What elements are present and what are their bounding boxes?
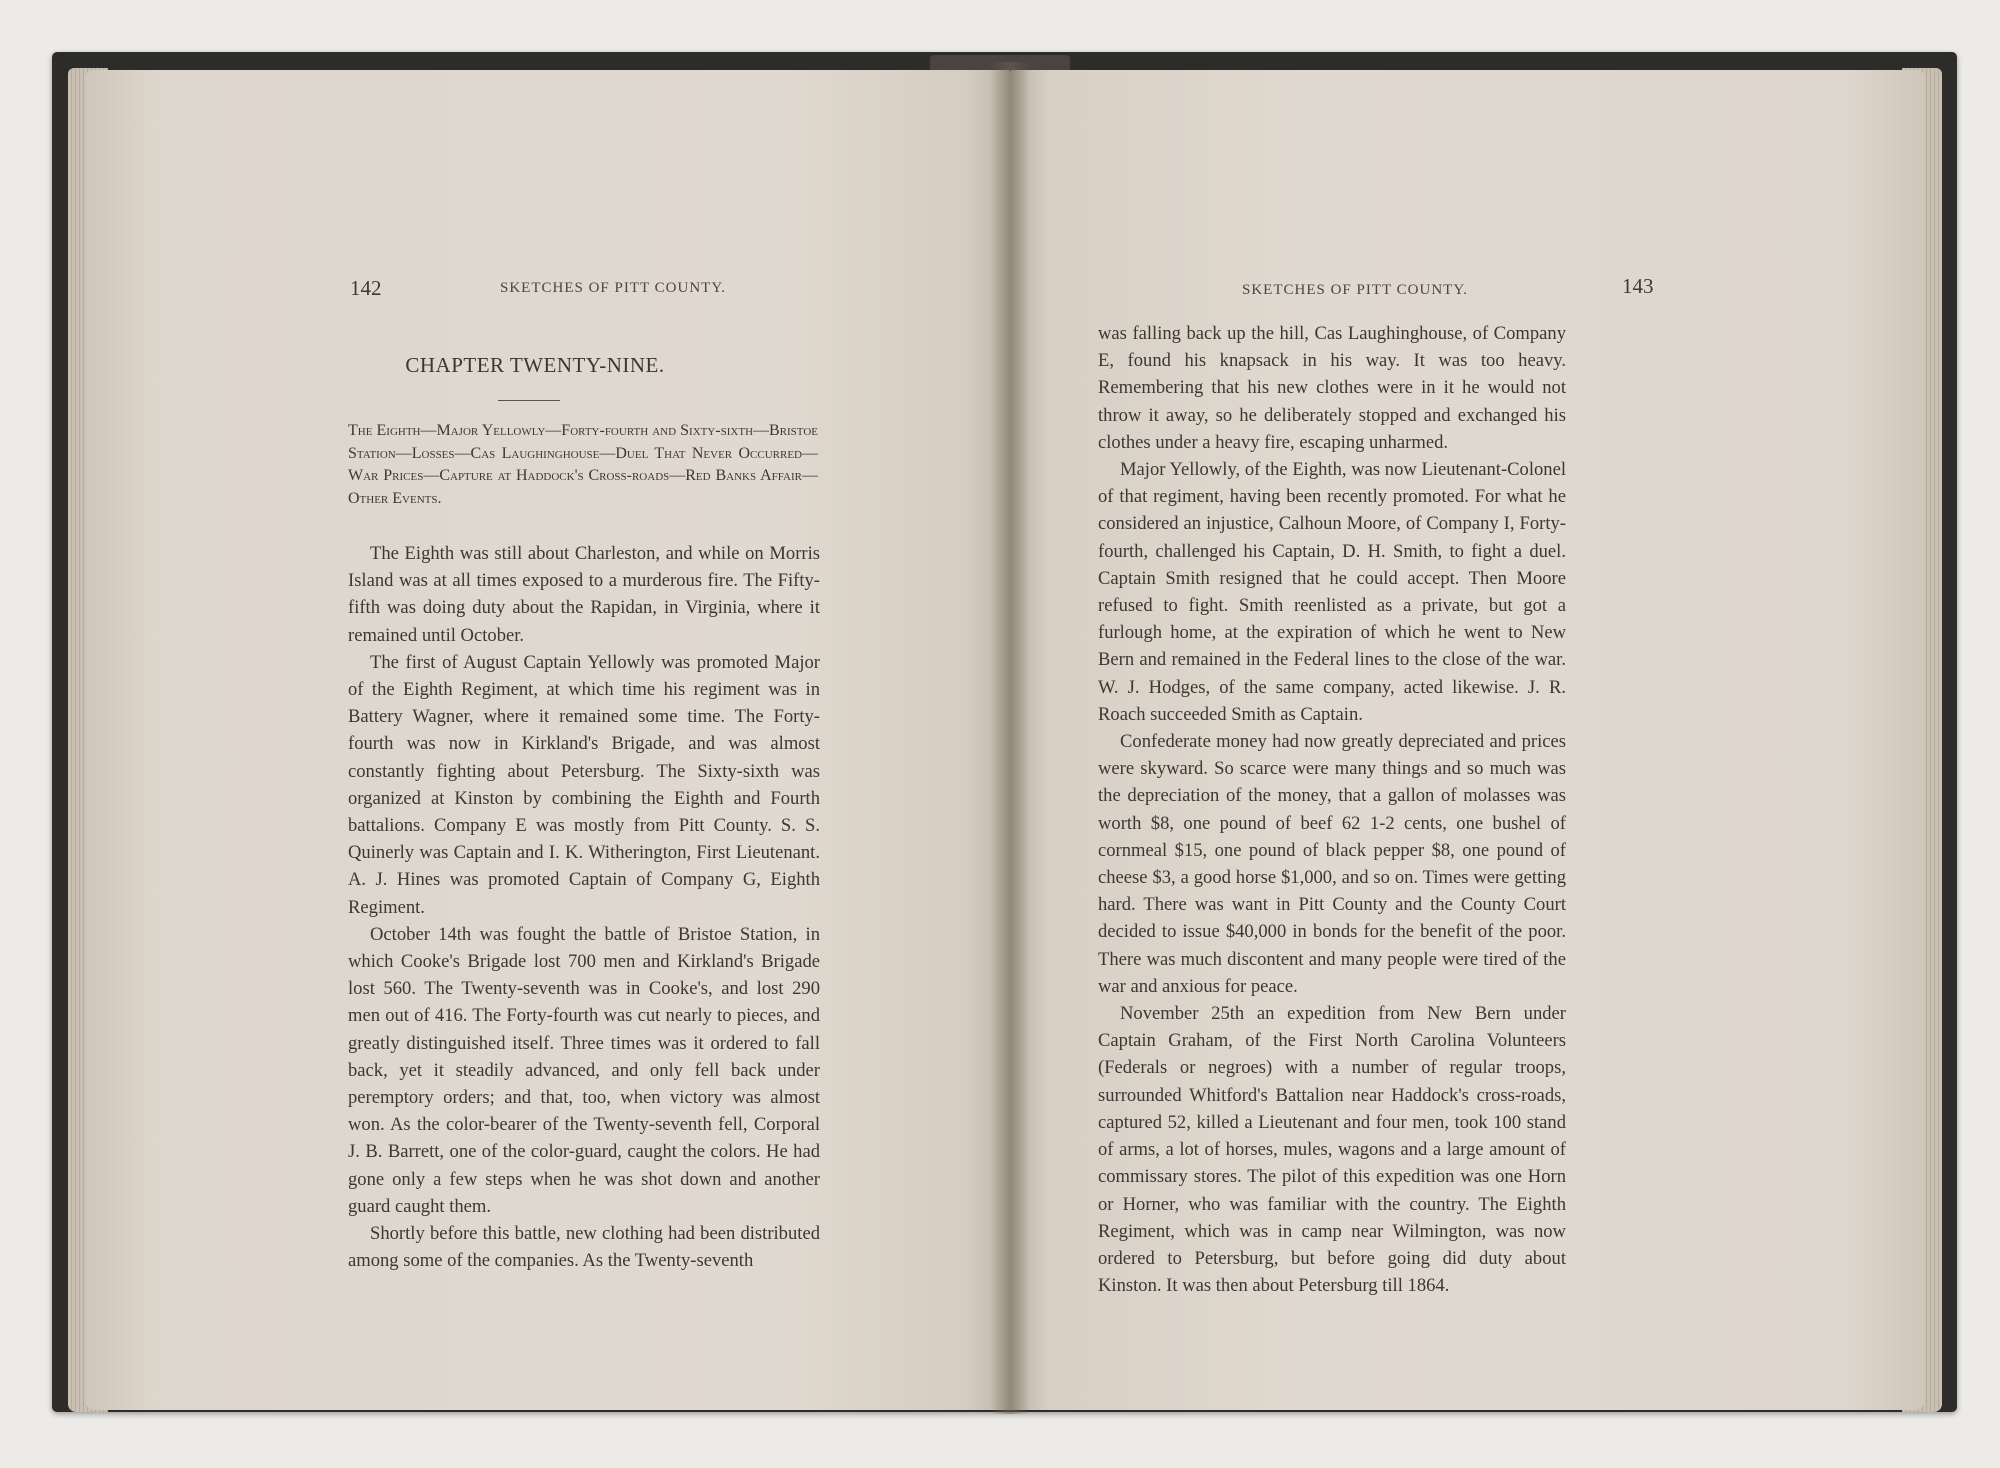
- paragraph: The first of August Captain Yellowly was promoted Major of the Eighth Regiment, at which time his regiment was in Battery Wagner, where it remained some time. The Forty-fourth was now in Kirkland's Brigade, and was almost constantly fighting about Petersburg. The Sixty-sixth was organized at Kinston by combining the Eighth and Fourth battalions. Company E was mostly from Pitt County. S. S. Quinerly was Captain and I. K. Witherington, First Lieutenant. A. J. Hines was promoted Captain of Company G, Eighth Regiment.: [348, 651, 820, 918]
- paragraph: Confederate money had now greatly depreciated and prices were skyward. So scarce were many things and so much was the depreciation of the money, that a gallon of molasses was worth $8, one pound of beef 62 1-2 cents, one bushel of cornmeal $15, one pound of black pepper $8, one pound of cheese $3, a good horse $1,000, and so on. Times were getting hard. There was want in Pitt County and the County Court decided to issue $40,000 in bonds for the benefit of the poor. There was much discontent and many people were tired of the war and anxious for peace.: [1098, 731, 1566, 997]
- running-head-right: SKETCHES OF PITT COUNTY.: [1242, 282, 1468, 298]
- paragraph: November 25th an expedition from New Bern under Captain Graham, of the First North Carolina Volunteers (Federals or negroes) with a number of regular troops, surrounded Whitford's Battalion near Haddock's cross-roads, captured 52, killed a Lieutenant and four men, took 100 stand of arms, a lot of horses, mules, wagons and a large amount of commissary stores. The pilot of this expedition was one Horn or Horner, who was familiar with the country. The Eighth Regiment, which was in camp near Wilmington, was now ordered to Petersburg, but before going did duty about Kinston. It was then about Petersburg till 1864.: [1098, 1003, 1566, 1297]
- paragraph: The Eighth was still about Charleston, and while on Morris Island was at all times exposed to a murderous fire. The Fifty-fifth was doing duty about the Rapidan, in Virginia, where it remained until October.: [348, 543, 820, 646]
- paragraph: was falling back up the hill, Cas Laughinghouse, of Company E, found his knapsack in his way. It was too heavy. Remembering that his new clothes were in it he would not throw it away, so he deliberately stopped and exchanged his clothes under a heavy fire, escaping unharmed.: [1098, 323, 1566, 453]
- gutter-shadow: [990, 62, 1030, 1414]
- paragraph: Shortly before this battle, new clothing had been distributed among some of the companies. As the Twenty-seventh: [348, 1223, 820, 1272]
- title-rule: [498, 400, 560, 401]
- page-number-left: 142: [350, 276, 382, 300]
- paragraph: October 14th was fought the battle of Bristoe Station, in which Cooke's Brigade lost 700 men and Kirkland's Brigade lost 560. The Twenty-seventh was in Cooke's, and lost 290 men out of 416. The Forty-fourth was cut nearly to pieces, and greatly distinguished itself. Three times was it ordered to fall back, yet it steadily advanced, and only fell back under peremptory orders; and that, too, when victory was almost won. As the color-bearer of the Twenty-seventh fell, Corporal J. B. Barrett, one of the color-guard, caught the colors. He had gone only a few steps when he was shot down and another guard caught them.: [348, 923, 820, 1217]
- left-page: [85, 70, 1010, 1410]
- left-page-body: [348, 540, 820, 1274]
- right-page: [1010, 70, 1925, 1410]
- chapter-title: CHAPTER TWENTY-NINE.: [405, 353, 665, 377]
- page-number-right: 143: [1622, 274, 1654, 298]
- chapter-summary: The Eighth—Major Yellowly—Forty-fourth and Sixty-sixth—Bristoe Station—Losses—Cas Laughinghouse—Duel That Never Occurred—War Prices—Capture at Haddock's Cross-roads—Red Banks Affair—Other Events.: [348, 422, 818, 507]
- right-page-body: [1098, 320, 1566, 1299]
- paragraph: Major Yellowly, of the Eighth, was now Lieutenant-Colonel of that regiment, having been recently promoted. For what he considered an injustice, Calhoun Moore, of Company I, Forty-fourth, challenged his Captain, D. H. Smith, to fight a duel. Captain Smith resigned that he could accept. Then Moore refused to fight. Smith reenlisted as a private, but got a furlough home, at the expiration of which he went to New Bern and remained in the Federal lines to the close of the war. W. J. Hodges, of the same company, acted likewise. J. R. Roach succeeded Smith as Captain.: [1098, 459, 1567, 725]
- running-head-left: SKETCHES OF PITT COUNTY.: [500, 280, 726, 296]
